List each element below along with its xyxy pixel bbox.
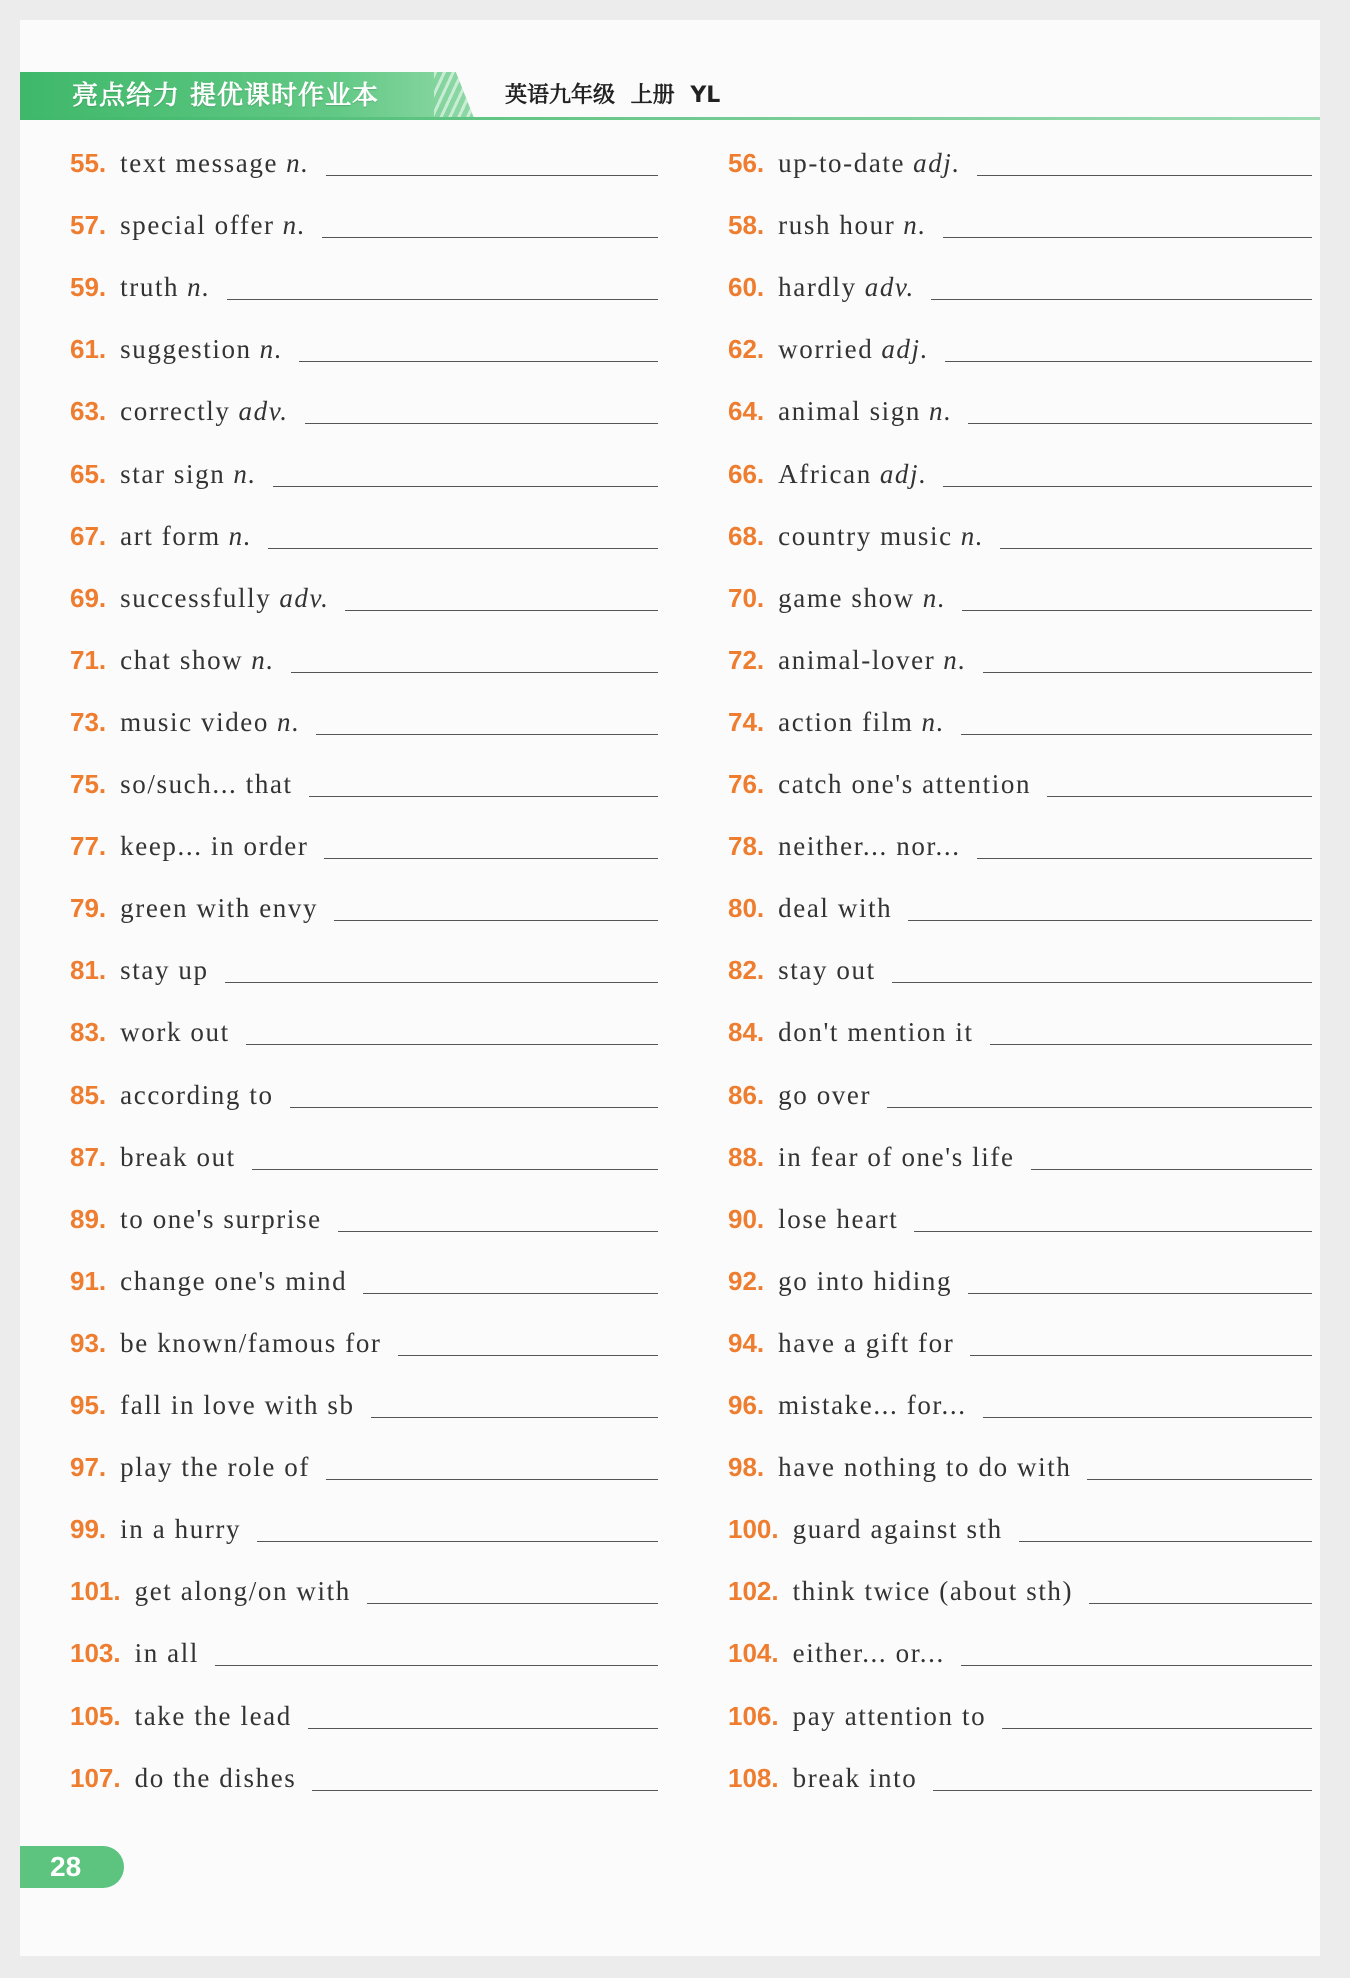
vocab-item xyxy=(728,449,1312,489)
part-of-speech: adj. xyxy=(881,334,929,365)
item-term: either... or... xyxy=(792,1638,945,1669)
banner-stripes-decoration xyxy=(434,72,474,118)
answer-blank[interactable] xyxy=(1019,1540,1312,1542)
item-term: break out xyxy=(120,1141,236,1172)
item-number: 93 . xyxy=(70,1328,106,1358)
item-number: 83 . xyxy=(70,1017,106,1047)
item-term: be known/famous for xyxy=(120,1327,382,1358)
answer-blank[interactable] xyxy=(931,298,1312,300)
item-number: 61 . xyxy=(70,334,106,364)
item-term: break into xyxy=(792,1762,918,1793)
vocab-item xyxy=(70,1007,658,1047)
item-term: in fear of one's life xyxy=(778,1141,1015,1172)
vocab-item xyxy=(728,324,1312,364)
item-number: 73 . xyxy=(70,707,106,737)
item-term: go over xyxy=(778,1079,872,1110)
answer-blank[interactable] xyxy=(961,733,1312,735)
item-number: 88 . xyxy=(728,1142,764,1172)
header-divider xyxy=(20,117,1320,120)
vocab-item xyxy=(728,573,1312,613)
part-of-speech: adv. xyxy=(238,396,289,427)
vocab-item xyxy=(728,821,1312,861)
answer-blank[interactable] xyxy=(1089,1602,1312,1604)
answer-blank[interactable] xyxy=(977,857,1312,859)
vocab-item xyxy=(728,1753,1312,1793)
item-number: 95 . xyxy=(70,1390,106,1420)
vocab-item xyxy=(70,759,658,799)
item-term: work out xyxy=(120,1017,230,1048)
item-number: 78 . xyxy=(728,831,764,861)
item-number: 66 . xyxy=(728,459,764,489)
item-term: go into hiding xyxy=(778,1265,953,1296)
item-term: suggestion xyxy=(120,334,252,365)
vocab-item xyxy=(728,697,1312,737)
item-number: 81 . xyxy=(70,955,106,985)
vocab-item xyxy=(728,759,1312,799)
part-of-speech: n. xyxy=(922,582,947,613)
vocab-item xyxy=(728,945,1312,985)
answer-blank[interactable] xyxy=(1047,795,1312,797)
vocab-item xyxy=(70,200,658,240)
item-term: play the role of xyxy=(120,1452,310,1483)
answer-blank[interactable] xyxy=(961,1664,1312,1666)
item-number: 65 . xyxy=(70,459,106,489)
item-number: 100 . xyxy=(728,1514,779,1544)
item-number: 90 . xyxy=(728,1204,764,1234)
item-term: fall in love with sb xyxy=(120,1390,355,1420)
answer-blank[interactable] xyxy=(977,174,1312,176)
item-number: 68 . xyxy=(728,521,764,551)
vocab-item xyxy=(70,635,658,675)
item-number: 101 . xyxy=(70,1576,121,1606)
page-header xyxy=(20,72,1320,120)
item-term: text message xyxy=(120,148,279,178)
part-of-speech: n. xyxy=(251,644,275,675)
answer-blank[interactable] xyxy=(1031,1168,1312,1170)
answer-blank[interactable] xyxy=(363,1292,658,1294)
answer-blank[interactable] xyxy=(970,1354,1312,1356)
item-number: 86 . xyxy=(728,1080,764,1110)
item-term: keep... in order xyxy=(120,831,309,862)
answer-blank[interactable] xyxy=(887,1106,1312,1108)
item-number: 105 . xyxy=(70,1701,121,1731)
answer-blank[interactable] xyxy=(225,981,658,983)
item-number: 102 . xyxy=(728,1576,779,1606)
part-of-speech: adv. xyxy=(864,272,915,303)
vocab-item xyxy=(70,1318,658,1358)
part-of-speech: n. xyxy=(903,210,927,241)
vocab-item xyxy=(70,821,658,861)
item-number: 94 . xyxy=(728,1328,764,1358)
item-number: 63 . xyxy=(70,396,106,426)
part-of-speech: n. xyxy=(228,520,253,551)
vocab-item xyxy=(728,511,1312,551)
part-of-speech: n. xyxy=(960,520,985,551)
answer-blank[interactable] xyxy=(990,1043,1312,1045)
item-term: think twice (about sth) xyxy=(792,1576,1074,1607)
vocab-item xyxy=(728,1256,1312,1296)
vocab-item xyxy=(70,1070,658,1110)
part-of-speech: n. xyxy=(943,644,967,675)
item-number: 96 . xyxy=(728,1390,764,1420)
vocab-item xyxy=(70,1753,658,1793)
answer-blank[interactable] xyxy=(326,174,658,176)
answer-blank[interactable] xyxy=(338,1230,658,1232)
item-number: 57 . xyxy=(70,210,106,240)
item-number: 77 . xyxy=(70,831,106,861)
answer-blank[interactable] xyxy=(257,1540,658,1542)
vocab-item xyxy=(728,1442,1312,1482)
item-number: 99 . xyxy=(70,1514,106,1544)
answer-blank[interactable] xyxy=(968,1292,1312,1294)
answer-blank[interactable] xyxy=(908,919,1312,921)
item-number: 79 . xyxy=(70,893,106,923)
item-term: hardly xyxy=(778,272,857,303)
item-term: mistake... for... xyxy=(778,1390,967,1420)
item-term: deal with xyxy=(778,893,893,924)
item-term: country music xyxy=(778,520,953,551)
vocab-item xyxy=(728,200,1312,240)
answer-blank[interactable] xyxy=(334,919,658,921)
item-term: special offer xyxy=(120,210,275,241)
vocab-item xyxy=(70,1194,658,1234)
answer-blank[interactable] xyxy=(326,1478,658,1480)
answer-blank[interactable] xyxy=(246,1043,658,1045)
answer-blank[interactable] xyxy=(252,1168,658,1170)
part-of-speech: n. xyxy=(277,706,301,737)
item-term: African xyxy=(778,458,872,489)
item-number: 108 . xyxy=(728,1763,779,1793)
answer-blank[interactable] xyxy=(1087,1478,1312,1480)
part-of-speech: n. xyxy=(282,210,307,241)
page-number-tab xyxy=(20,1846,124,1888)
vocab-item xyxy=(728,386,1312,426)
vocab-item xyxy=(728,138,1312,178)
answer-blank[interactable] xyxy=(945,360,1312,362)
vocab-item xyxy=(728,883,1312,923)
item-number: 71 . xyxy=(70,645,106,675)
part-of-speech: adj. xyxy=(913,148,961,178)
item-term: get along/on with xyxy=(134,1576,351,1607)
item-term: according to xyxy=(120,1079,274,1110)
answer-blank[interactable] xyxy=(914,1230,1312,1232)
item-number: 67 . xyxy=(70,521,106,551)
vocab-item xyxy=(728,635,1312,675)
item-term: worried xyxy=(778,334,874,365)
answer-blank[interactable] xyxy=(324,857,658,859)
part-of-speech: n. xyxy=(929,396,953,427)
item-number: 76 . xyxy=(728,769,764,799)
item-number: 97 . xyxy=(70,1452,106,1482)
answer-blank[interactable] xyxy=(1002,1727,1312,1729)
answer-blank[interactable] xyxy=(312,1789,658,1791)
book-series-title: 亮点给力 提优课时作业本 xyxy=(72,81,380,111)
item-number: 74 . xyxy=(728,707,764,737)
answer-blank[interactable] xyxy=(983,671,1312,673)
item-term: green with envy xyxy=(120,893,319,924)
item-number: 60 . xyxy=(728,272,764,302)
item-number: 64 . xyxy=(728,396,764,426)
vocab-item xyxy=(728,1070,1312,1110)
vocab-item xyxy=(70,573,658,613)
item-term: correctly xyxy=(120,396,231,427)
vocab-item xyxy=(728,262,1312,302)
item-number: 103 . xyxy=(70,1638,121,1668)
vocab-item xyxy=(728,1691,1312,1731)
item-term: rush hour xyxy=(778,210,896,241)
answer-blank[interactable] xyxy=(215,1664,658,1666)
item-term: lose heart xyxy=(778,1203,899,1234)
item-term: star sign xyxy=(120,458,226,489)
vocab-item xyxy=(70,1442,658,1482)
part-of-speech: adv. xyxy=(279,582,330,613)
answer-blank[interactable] xyxy=(367,1602,658,1604)
item-number: 72 . xyxy=(728,645,764,675)
item-term: so/such... that xyxy=(120,769,293,799)
item-number: 58 . xyxy=(728,210,764,240)
answer-blank[interactable] xyxy=(1000,547,1312,549)
part-of-speech: n. xyxy=(286,148,310,178)
answer-blank[interactable] xyxy=(943,236,1312,238)
vocab-item xyxy=(728,1318,1312,1358)
vocab-item xyxy=(70,1628,658,1668)
item-number: 98 . xyxy=(728,1452,764,1482)
item-term: truth xyxy=(120,272,180,303)
answer-blank[interactable] xyxy=(227,298,658,300)
vocab-item xyxy=(70,449,658,489)
answer-blank[interactable] xyxy=(962,609,1312,611)
item-term: music video xyxy=(120,706,269,737)
item-number: 55 . xyxy=(70,148,106,178)
answer-blank[interactable] xyxy=(322,236,658,238)
answer-blank[interactable] xyxy=(968,422,1312,424)
answer-blank[interactable] xyxy=(943,485,1312,487)
vocab-item xyxy=(70,945,658,985)
vocab-item xyxy=(70,262,658,302)
item-number: 85 . xyxy=(70,1080,106,1110)
vocab-item xyxy=(70,883,658,923)
vocab-item xyxy=(728,1007,1312,1047)
item-term: do the dishes xyxy=(134,1762,297,1793)
answer-blank[interactable] xyxy=(371,1416,658,1418)
vocab-item xyxy=(728,1628,1312,1668)
vocab-item xyxy=(70,1504,658,1544)
item-term: change one's mind xyxy=(120,1265,348,1296)
book-subject-info: 英语九年级 上册 YL xyxy=(505,83,721,108)
vocab-item xyxy=(70,697,658,737)
item-number: 84 . xyxy=(728,1017,764,1047)
item-term: animal-lover xyxy=(778,644,936,675)
item-term: stay out xyxy=(778,955,876,986)
vocab-item xyxy=(728,1194,1312,1234)
item-number: 59 . xyxy=(70,272,106,302)
vocab-item xyxy=(70,1691,658,1731)
answer-blank[interactable] xyxy=(290,1106,658,1108)
item-term: game show xyxy=(778,582,915,613)
part-of-speech: n. xyxy=(233,458,257,489)
part-of-speech: adj. xyxy=(879,458,928,489)
vocab-item xyxy=(70,324,658,364)
vocab-item xyxy=(728,1504,1312,1544)
item-term: action film xyxy=(778,706,914,737)
vocab-item xyxy=(70,1132,658,1172)
item-number: 62 . xyxy=(728,334,764,364)
item-number: 89 . xyxy=(70,1204,106,1234)
answer-blank[interactable] xyxy=(309,795,658,797)
item-number: 82 . xyxy=(728,955,764,985)
item-term: art form xyxy=(120,520,221,551)
vocab-item xyxy=(70,1566,658,1606)
item-number: 56 . xyxy=(728,148,764,178)
item-term: successfully xyxy=(120,582,272,613)
item-term: have nothing to do with xyxy=(778,1452,1072,1483)
answer-blank[interactable] xyxy=(305,422,658,424)
answer-blank[interactable] xyxy=(345,609,658,611)
item-number: 91 . xyxy=(70,1266,106,1296)
answer-blank[interactable] xyxy=(291,671,658,673)
item-term: catch one's attention xyxy=(778,769,1032,799)
answer-blank[interactable] xyxy=(983,1416,1312,1418)
item-term: neither... nor... xyxy=(778,831,961,862)
item-term: stay up xyxy=(120,955,209,986)
item-term: chat show xyxy=(120,644,244,675)
item-number: 75 . xyxy=(70,769,106,799)
page-number: 28 xyxy=(50,1851,82,1882)
item-number: 106 . xyxy=(728,1701,779,1731)
item-number: 107 . xyxy=(70,1763,121,1793)
item-number: 104 . xyxy=(728,1638,779,1668)
item-term: guard against sth xyxy=(792,1514,1003,1545)
answer-blank[interactable] xyxy=(892,981,1312,983)
answer-blank[interactable] xyxy=(308,1727,658,1729)
vocab-item xyxy=(70,1380,658,1420)
vocab-item xyxy=(70,511,658,551)
vocab-item xyxy=(728,1132,1312,1172)
item-term: don't mention it xyxy=(778,1017,974,1048)
item-term: in a hurry xyxy=(120,1514,242,1545)
answer-blank[interactable] xyxy=(268,547,658,549)
part-of-speech: n. xyxy=(259,334,284,365)
item-term: have a gift for xyxy=(778,1327,955,1358)
vocab-item xyxy=(70,1256,658,1296)
item-number: 70 . xyxy=(728,583,764,613)
item-number: 92 . xyxy=(728,1266,764,1296)
item-term: up-to-date xyxy=(778,148,906,178)
answer-blank[interactable] xyxy=(273,485,658,487)
item-term: pay attention to xyxy=(792,1700,987,1731)
item-term: to one's surprise xyxy=(120,1203,322,1234)
answer-blank[interactable] xyxy=(933,1789,1312,1791)
answer-blank[interactable] xyxy=(398,1354,658,1356)
item-term: take the lead xyxy=(134,1700,292,1731)
item-number: 87 . xyxy=(70,1142,106,1172)
item-number: 69 . xyxy=(70,583,106,613)
vocab-item xyxy=(728,1380,1312,1420)
answer-blank[interactable] xyxy=(299,360,658,362)
workbook-page xyxy=(20,20,1320,1956)
part-of-speech: n. xyxy=(187,272,211,303)
item-term: in all xyxy=(134,1638,199,1669)
vocab-item xyxy=(728,1566,1312,1606)
vocab-item xyxy=(70,138,658,178)
item-term: animal sign xyxy=(778,396,921,427)
vocab-item xyxy=(70,386,658,426)
item-number: 80 . xyxy=(728,893,764,923)
answer-blank[interactable] xyxy=(316,733,658,735)
part-of-speech: n. xyxy=(921,706,945,737)
